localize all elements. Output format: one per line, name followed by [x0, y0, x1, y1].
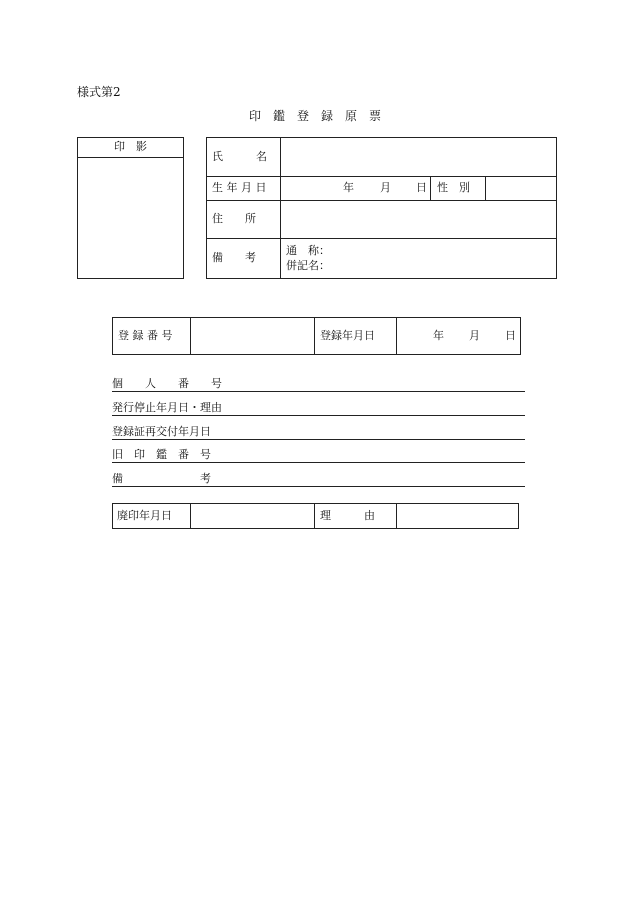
registration-month-unit: 月 — [469, 329, 480, 342]
card-reissue-date-label: 登録証再交付年月日 — [112, 425, 211, 438]
abolition-date-field[interactable] — [191, 504, 314, 528]
birthdate-day-unit: 日 — [416, 181, 427, 194]
registration-day-unit: 日 — [505, 329, 516, 342]
birthdate-label: 生 年 月 日 — [212, 181, 267, 194]
form-number-label: 様式第2 — [77, 85, 121, 99]
suspension-date-reason-line — [112, 415, 525, 416]
abolition-reason-field[interactable] — [397, 504, 518, 528]
name-label: 氏 名 — [212, 150, 267, 163]
name-field[interactable] — [281, 138, 556, 176]
birthdate-year-unit: 年 — [343, 181, 354, 194]
lined-remarks-label: 備 考 — [112, 472, 211, 485]
old-seal-number-label: 旧 印 鑑 番 号 — [112, 448, 211, 461]
personal-number-line — [112, 391, 525, 392]
registration-number-field[interactable] — [191, 318, 314, 354]
registration-number-label: 登 録 番 号 — [118, 329, 173, 342]
birthdate-month-unit: 月 — [380, 181, 391, 194]
common-name-label: 通 称： — [286, 244, 330, 257]
abolition-date-label: 廃印年月日 — [117, 509, 172, 522]
remarks-label: 備 考 — [212, 251, 256, 264]
suspension-date-reason-label: 発行停止年月日・理由 — [112, 401, 222, 414]
card-reissue-date-line — [112, 439, 525, 440]
old-seal-number-line — [112, 462, 525, 463]
combined-name-label: 併記名： — [286, 259, 330, 272]
seal-impression-header: 印 影 — [114, 140, 147, 153]
address-label: 住 所 — [212, 212, 256, 225]
registration-date-label: 登録年月日 — [320, 329, 375, 342]
abolition-reason-label: 理 由 — [320, 509, 375, 522]
address-field[interactable] — [281, 201, 556, 238]
personal-number-label: 個 人 番 号 — [112, 377, 222, 390]
seal-impression-box — [77, 137, 184, 279]
lined-remarks-line — [112, 486, 525, 487]
registration-year-unit: 年 — [433, 329, 444, 342]
sex-label: 性 別 — [437, 181, 470, 194]
page-title: 印 鑑 登 録 原 票 — [249, 109, 382, 123]
registration-table — [112, 317, 521, 355]
sex-field[interactable] — [486, 177, 556, 200]
